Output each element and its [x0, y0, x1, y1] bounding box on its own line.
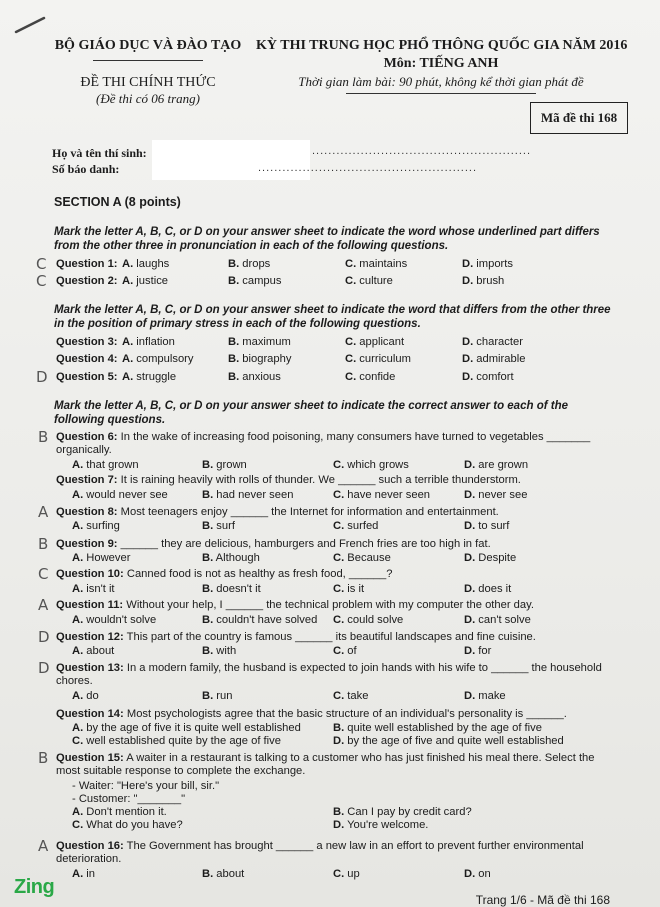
- candidate-name-dots: ......................................................: [312, 145, 532, 157]
- answer-option: B. run: [202, 690, 233, 702]
- instruction-pronunciation: Mark the letter A, B, C, or D on your answer sheet to indicate the word whose underlined part differs from the other three in pronunciation in each of the following questions.: [54, 226, 600, 252]
- handwritten-answer-mark: D: [36, 368, 48, 386]
- answer-option: D. You're welcome.: [333, 819, 429, 831]
- handwritten-answer-mark: C: [38, 565, 49, 583]
- answer-option: B. maximum: [228, 336, 291, 348]
- question-text: This part of the country is famous ______ its beautiful landscapes and fine cuisine.: [123, 631, 536, 643]
- handwritten-answer-mark: D: [38, 659, 50, 677]
- answer-option: D. can't solve: [464, 614, 531, 626]
- zing-watermark: Zing: [14, 876, 55, 898]
- question-text: Without your help, I ______ the technical problem with my computer the other day.: [123, 599, 534, 611]
- answer-option: B. Can I pay by credit card?: [333, 806, 472, 818]
- dialog-line: - Customer: "_______": [72, 793, 186, 805]
- handwritten-answer-mark: A: [38, 596, 49, 614]
- header-right: [256, 38, 626, 94]
- subject-label: Môn: TIẾNG ANH: [383, 56, 499, 71]
- question-label: Question 3:: [56, 336, 118, 348]
- question-label: Question 4:: [56, 353, 118, 365]
- answer-option: A. However: [72, 552, 131, 564]
- question-label: Question 14:: [56, 708, 124, 720]
- candidate-name-row: [52, 146, 147, 161]
- answer-option: B. with: [202, 645, 237, 657]
- pen-stroke-mark: [14, 14, 48, 36]
- answer-option: A. inflation: [122, 336, 175, 348]
- answer-option: D. are grown: [464, 459, 529, 471]
- answer-option: C. curriculum: [345, 353, 411, 365]
- question-stem: [56, 568, 616, 581]
- question-stem: [56, 474, 616, 487]
- exam-code-box: Mã đề thi 168: [530, 102, 628, 134]
- question-text: In the wake of increasing food poisoning, many consumers have turned to vegetables _______ organically.: [56, 431, 591, 456]
- answer-option: A. about: [72, 645, 115, 657]
- question-text: The Government has brought ______ a new law in an effort to prevent further environmental deterioration.: [56, 840, 584, 865]
- question-label: Question 2:: [56, 275, 118, 287]
- question-stem: [56, 431, 616, 457]
- answer-option: D. to surf: [464, 520, 510, 532]
- answer-option: B. quite well established by the age of five: [333, 722, 542, 734]
- handwritten-answer-mark: B: [38, 428, 49, 446]
- header-right-rule: [346, 93, 536, 94]
- answer-option: D. for: [464, 645, 492, 657]
- question-label: Question 8:: [56, 506, 118, 518]
- answer-option: B. campus: [228, 275, 282, 287]
- instruction-stress: Mark the letter A, B, C, or D on your answer sheet to indicate the word that differs from the other three in the position of primary stress in each of the following questions.: [54, 304, 611, 330]
- section-title: SECTION A (8 points): [54, 195, 181, 209]
- answer-option: C. What do you have?: [72, 819, 183, 831]
- answer-option: A. in: [72, 868, 96, 880]
- answer-option: D. brush: [462, 275, 505, 287]
- answer-option: A. struggle: [122, 371, 177, 383]
- answer-option: C. take: [333, 690, 369, 702]
- answer-option: C. well established quite by the age of five: [72, 735, 281, 747]
- answer-option: C. surfed: [333, 520, 379, 532]
- question-stem: [56, 840, 616, 866]
- question-stem: [56, 662, 616, 688]
- answer-option: B. grown: [202, 459, 247, 471]
- handwritten-answer-mark: A: [38, 837, 49, 855]
- question-text: A waiter in a restaurant is talking to a customer who has just finished his meal there. Select the most suitable response to complete the exchange.: [56, 752, 595, 777]
- answer-option: C. could solve: [333, 614, 404, 626]
- answer-option: C. maintains: [345, 258, 408, 270]
- handwritten-answer-mark: C: [36, 255, 47, 273]
- answer-option: B. couldn't have solved: [202, 614, 318, 626]
- question-text: It is raining heavily with rolls of thunder. We ______ such a terrible thunderstorm.: [117, 474, 521, 486]
- answer-option: C. is it: [333, 583, 365, 595]
- answer-option: A. isn't it: [72, 583, 115, 595]
- answer-option: C. have never seen: [333, 489, 431, 501]
- candidate-id-dots: ......................................................: [258, 162, 478, 174]
- answer-option: A. justice: [122, 275, 169, 287]
- handwritten-answer-mark: B: [38, 535, 49, 553]
- question-stem: [56, 599, 616, 612]
- question-stem: [56, 752, 616, 778]
- question-label: Question 6:: [56, 431, 118, 443]
- answer-option: C. confide: [345, 371, 396, 383]
- answer-option: B. surf: [202, 520, 235, 532]
- answer-option: A. that grown: [72, 459, 139, 471]
- question-label: Question 1:: [56, 258, 118, 270]
- question-label: Question 9:: [56, 538, 118, 550]
- question-label: Question 5:: [56, 371, 118, 383]
- answer-option: C. of: [333, 645, 357, 657]
- answer-option: D. imports: [462, 258, 513, 270]
- question-text: ______ they are delicious, hamburgers and French fries are too high in fat.: [117, 538, 491, 550]
- answer-option: A. compulsory: [122, 353, 194, 365]
- answer-option: B. biography: [228, 353, 292, 365]
- official-label: ĐỀ THI CHÍNH THỨC: [80, 75, 216, 90]
- question-stem: [56, 506, 616, 519]
- handwritten-answer-mark: C: [36, 272, 47, 290]
- answer-option: D. comfort: [462, 371, 514, 383]
- answer-option: B. drops: [228, 258, 271, 270]
- exam-title: KỲ THI TRUNG HỌC PHỔ THÔNG QUỐC GIA NĂM 2016: [256, 38, 628, 53]
- candidate-id-label: Số báo danh:: [52, 162, 120, 176]
- candidate-name-label: Họ và tên thí sinh:: [52, 146, 147, 160]
- handwritten-answer-mark: B: [38, 749, 49, 767]
- question-stem: [56, 538, 616, 551]
- question-text: In a modern family, the husband is expected to join hands with his wife to ______ the household chores.: [56, 662, 602, 687]
- answer-option: A. do: [72, 690, 99, 702]
- question-text: Canned food is not as healthy as fresh food, ______?: [123, 568, 393, 580]
- question-label: Question 11:: [56, 599, 124, 611]
- answer-option: A. would never see: [72, 489, 168, 501]
- dialog-line: - Waiter: "Here's your bill, sir.": [72, 780, 220, 792]
- answer-option: D. by the age of five and quite well established: [333, 735, 564, 747]
- answer-option: A. laughs: [122, 258, 170, 270]
- answer-option: D. never see: [464, 489, 528, 501]
- answer-option: B. Although: [202, 552, 260, 564]
- answer-option: A. surfing: [72, 520, 120, 532]
- question-label: Question 16:: [56, 840, 124, 852]
- answer-option: C. Because: [333, 552, 391, 564]
- header-left: [48, 38, 248, 107]
- question-label: Question 10:: [56, 568, 124, 580]
- question-text: Most teenagers enjoy ______ the Internet for information and entertainment.: [117, 506, 499, 518]
- answer-option: B. had never seen: [202, 489, 294, 501]
- page-footer: Trang 1/6 - Mã đề thi 168: [475, 893, 610, 907]
- answer-option: D. on: [464, 868, 491, 880]
- answer-option: D. Despite: [464, 552, 517, 564]
- question-stem: [56, 631, 616, 644]
- answer-option: C. up: [333, 868, 360, 880]
- question-label: Question 15:: [56, 752, 124, 764]
- ministry-name: BỘ GIÁO DỤC VÀ ĐÀO TẠO: [54, 38, 242, 53]
- answer-option: D. make: [464, 690, 506, 702]
- handwritten-answer-mark: A: [38, 503, 49, 521]
- answer-option: C. culture: [345, 275, 393, 287]
- answer-option: B. doesn't it: [202, 583, 261, 595]
- question-label: Question 13:: [56, 662, 124, 674]
- answer-option: A. Don't mention it.: [72, 806, 167, 818]
- time-note: Thời gian làm bài: 90 phút, không kể thời gian phát đề: [298, 74, 584, 89]
- answer-option: B. anxious: [228, 371, 281, 383]
- header-left-rule: [93, 60, 203, 61]
- question-label: Question 12:: [56, 631, 124, 643]
- candidate-id-row: [52, 162, 119, 177]
- answer-option: D. does it: [464, 583, 512, 595]
- answer-option: B. about: [202, 868, 245, 880]
- pages-note: (Đề thi có 06 trang): [96, 91, 200, 106]
- instruction-grammar: Mark the letter A, B, C, or D on your answer sheet to indicate the correct answer to each of the following questions.: [54, 400, 568, 426]
- answer-option: A. wouldn't solve: [72, 614, 157, 626]
- question-stem: [56, 708, 616, 721]
- question-label: Question 7:: [56, 474, 118, 486]
- handwritten-answer-mark: D: [38, 628, 50, 646]
- answer-option: D. character: [462, 336, 523, 348]
- answer-option: C. applicant: [345, 336, 405, 348]
- answer-option: C. which grows: [333, 459, 409, 471]
- question-text: Most psychologists agree that the basic structure of an individual's personality is ______.: [123, 708, 567, 720]
- redaction-box: [152, 140, 310, 180]
- answer-option: D. admirable: [462, 353, 526, 365]
- answer-option: A. by the age of five it is quite well established: [72, 722, 301, 734]
